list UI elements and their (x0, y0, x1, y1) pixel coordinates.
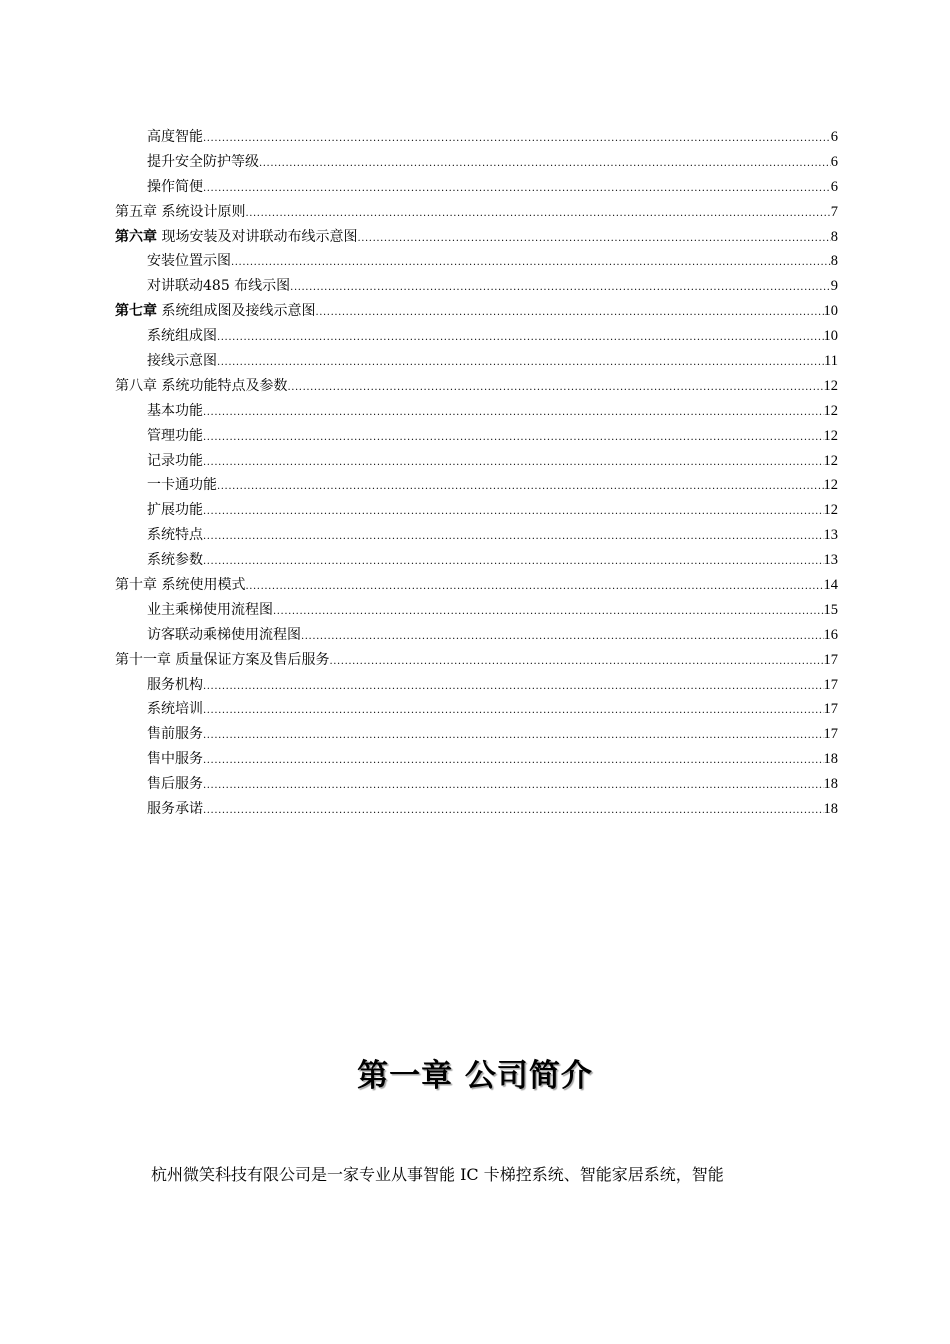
toc-section-entry[interactable] (115, 548, 838, 573)
toc-page-number: 6 (830, 153, 838, 170)
toc-entry-title: 访客联动乘梯使用流程图 (147, 626, 301, 643)
toc-leader-dots (203, 799, 824, 824)
toc-page-number: 13 (823, 552, 838, 569)
toc-leader-dots (245, 202, 830, 227)
toc-chapter-entry[interactable] (115, 573, 838, 598)
toc-entry-title: 一卡通功能 (147, 477, 217, 494)
toc-entry-title: 管理功能 (147, 427, 203, 444)
toc-section-entry[interactable] (115, 747, 838, 772)
toc-leader-dots (217, 326, 824, 351)
toc-leader-dots (217, 351, 824, 376)
toc-page-number: 17 (823, 726, 838, 743)
toc-leader-dots (203, 724, 824, 749)
toc-page-number: 18 (823, 776, 838, 793)
toc-page-number: 17 (823, 701, 838, 718)
toc-entry-label (147, 772, 203, 797)
toc-entry-title: 基本功能 (147, 402, 203, 419)
toc-entry-label (147, 548, 203, 573)
toc-section-entry[interactable] (115, 399, 838, 424)
toc-section-entry[interactable] (115, 274, 838, 299)
toc-section-entry[interactable] (115, 797, 838, 822)
toc-page-number: 17 (823, 676, 838, 693)
toc-entry-label (115, 648, 329, 673)
toc-entry-label (115, 225, 357, 250)
toc-entry-title: 现场安装及对讲联动布线示意图 (161, 228, 358, 245)
toc-page-number: 17 (823, 651, 838, 668)
toc-entry-title: 扩展功能 (147, 502, 203, 519)
toc-entry-label (147, 399, 203, 424)
toc-section-entry[interactable] (115, 349, 838, 374)
toc-entry-title: 系统设计原则 (161, 203, 246, 220)
toc-section-entry[interactable] (115, 424, 838, 449)
toc-page-number: 9 (830, 278, 838, 295)
toc-entry-title: 安装位置示图 (147, 253, 231, 270)
toc-section-entry[interactable] (115, 125, 838, 150)
toc-entry-label (147, 473, 217, 498)
toc-page-number: 8 (830, 253, 838, 270)
toc-entry-label (147, 523, 203, 548)
toc-entry-label (147, 797, 203, 822)
toc-leader-dots (290, 276, 831, 301)
toc-entry-label (147, 150, 259, 175)
toc-chapter-number: 第十章 (115, 577, 157, 594)
toc-entry-title: 售前服务 (147, 726, 203, 743)
toc-leader-dots (315, 301, 823, 326)
toc-entry-title: 系统参数 (147, 552, 203, 569)
toc-leader-dots (203, 177, 831, 202)
toc-entry-label (147, 175, 203, 200)
toc-leader-dots (203, 550, 824, 575)
toc-section-entry[interactable] (115, 722, 838, 747)
toc-page-number: 18 (823, 801, 838, 818)
toc-page-number: 12 (823, 502, 838, 519)
table-of-contents (115, 125, 838, 822)
toc-entry-label (147, 747, 203, 772)
toc-entry-title: 质量保证方案及售后服务 (175, 651, 330, 668)
toc-entry-label (147, 673, 203, 698)
toc-section-entry[interactable] (115, 523, 838, 548)
toc-leader-dots (301, 625, 824, 650)
toc-entry-label (115, 200, 245, 225)
toc-entry-title: 系统组成图 (147, 328, 217, 345)
toc-entry-title: 系统组成图及接线示意图 (161, 303, 316, 320)
toc-entry-label (115, 573, 245, 598)
toc-page-number: 12 (823, 377, 838, 394)
toc-section-entry[interactable] (115, 673, 838, 698)
toc-leader-dots (203, 675, 824, 700)
toc-entry-title: 操作简便 (147, 178, 203, 195)
toc-leader-dots (203, 401, 824, 426)
toc-entry-label (147, 424, 203, 449)
toc-chapter-number: 第七章 (115, 303, 157, 320)
chapter-heading: 第一章 公司简介 (357, 1058, 593, 1094)
toc-entry-title: 记录功能 (147, 452, 203, 469)
toc-section-entry[interactable] (115, 598, 838, 623)
toc-entry-label (147, 598, 273, 623)
toc-chapter-entry[interactable] (115, 200, 838, 225)
toc-chapter-entry[interactable] (115, 648, 838, 673)
toc-page-number: 18 (823, 751, 838, 768)
toc-leader-dots (329, 650, 823, 675)
toc-entry-title: 系统功能特点及参数 (161, 377, 288, 394)
toc-leader-dots (245, 575, 823, 600)
toc-section-entry[interactable] (115, 623, 838, 648)
toc-leader-dots (273, 600, 824, 625)
toc-entry-label (115, 374, 287, 399)
toc-page-number: 12 (823, 452, 838, 469)
toc-entry-title: 对讲联动485 布线示图 (147, 278, 291, 295)
toc-entry-label (147, 623, 301, 648)
toc-section-entry[interactable] (115, 772, 838, 797)
toc-leader-dots (203, 774, 824, 799)
toc-entry-title: 业主乘梯使用流程图 (147, 601, 273, 618)
toc-entry-title: 接线示意图 (147, 353, 217, 370)
toc-chapter-entry[interactable] (115, 225, 838, 250)
toc-page-number: 6 (830, 178, 838, 195)
toc-entry-title: 系统培训 (147, 701, 203, 718)
toc-section-entry[interactable] (115, 449, 838, 474)
toc-entry-label (147, 249, 231, 274)
toc-leader-dots (203, 525, 824, 550)
toc-page-number: 10 (823, 328, 838, 345)
toc-chapter-entry[interactable] (115, 299, 838, 324)
toc-leader-dots (203, 699, 824, 724)
toc-leader-dots (203, 500, 824, 525)
toc-entry-label (147, 498, 203, 523)
toc-entry-title: 高度智能 (147, 129, 203, 145)
toc-section-entry[interactable] (115, 697, 838, 722)
toc-page-number: 7 (830, 203, 838, 220)
toc-leader-dots (203, 749, 824, 774)
toc-page-number: 6 (830, 129, 838, 145)
toc-entry-title: 系统使用模式 (161, 577, 246, 594)
toc-entry-label (147, 125, 203, 150)
toc-entry-title: 售中服务 (147, 751, 203, 768)
toc-leader-dots (231, 251, 831, 276)
toc-section-entry[interactable] (115, 324, 838, 349)
toc-section-entry[interactable] (115, 498, 838, 523)
toc-entry-label (147, 449, 203, 474)
toc-chapter-entry[interactable] (115, 374, 838, 399)
toc-section-entry[interactable] (115, 175, 838, 200)
toc-leader-dots (203, 451, 824, 476)
toc-leader-dots (287, 376, 823, 401)
toc-entry-label (147, 722, 203, 747)
toc-page-number: 12 (823, 477, 838, 494)
toc-chapter-number: 第五章 (115, 203, 157, 220)
toc-section-entry[interactable] (115, 150, 838, 175)
toc-leader-dots (203, 127, 831, 152)
toc-page-number: 15 (823, 601, 838, 618)
toc-entry-label (147, 349, 217, 374)
toc-chapter-number: 第十一章 (115, 651, 171, 668)
toc-section-entry[interactable] (115, 249, 838, 274)
toc-page-number: 12 (823, 402, 838, 419)
toc-leader-dots (217, 475, 824, 500)
toc-entry-title: 售后服务 (147, 776, 203, 793)
toc-entry-title: 系统特点 (147, 527, 203, 544)
intro-paragraph: 杭州微笑科技有限公司是一家专业从事智能 IC 卡梯控系统、智能家居系统，智能 (151, 1165, 724, 1184)
toc-page-number: 16 (823, 626, 838, 643)
toc-entry-label (115, 299, 315, 324)
toc-entry-label (147, 324, 217, 349)
toc-chapter-number: 第六章 (115, 228, 157, 245)
toc-page-number: 10 (823, 303, 838, 320)
toc-entry-title: 服务承诺 (147, 801, 203, 818)
toc-page-number: 8 (830, 228, 838, 245)
toc-leader-dots (357, 227, 830, 252)
toc-page-number: 14 (823, 577, 838, 594)
toc-section-entry[interactable] (115, 473, 838, 498)
toc-leader-dots (203, 426, 824, 451)
toc-page-number: 12 (823, 427, 838, 444)
toc-page-number: 13 (823, 527, 838, 544)
toc-entry-label (147, 274, 290, 299)
toc-entry-label (147, 697, 203, 722)
toc-page-number: 11 (824, 353, 838, 370)
toc-leader-dots (259, 152, 831, 177)
toc-chapter-number: 第八章 (115, 377, 157, 394)
toc-entry-title: 服务机构 (147, 676, 203, 693)
toc-entry-title: 提升安全防护等级 (147, 153, 259, 170)
